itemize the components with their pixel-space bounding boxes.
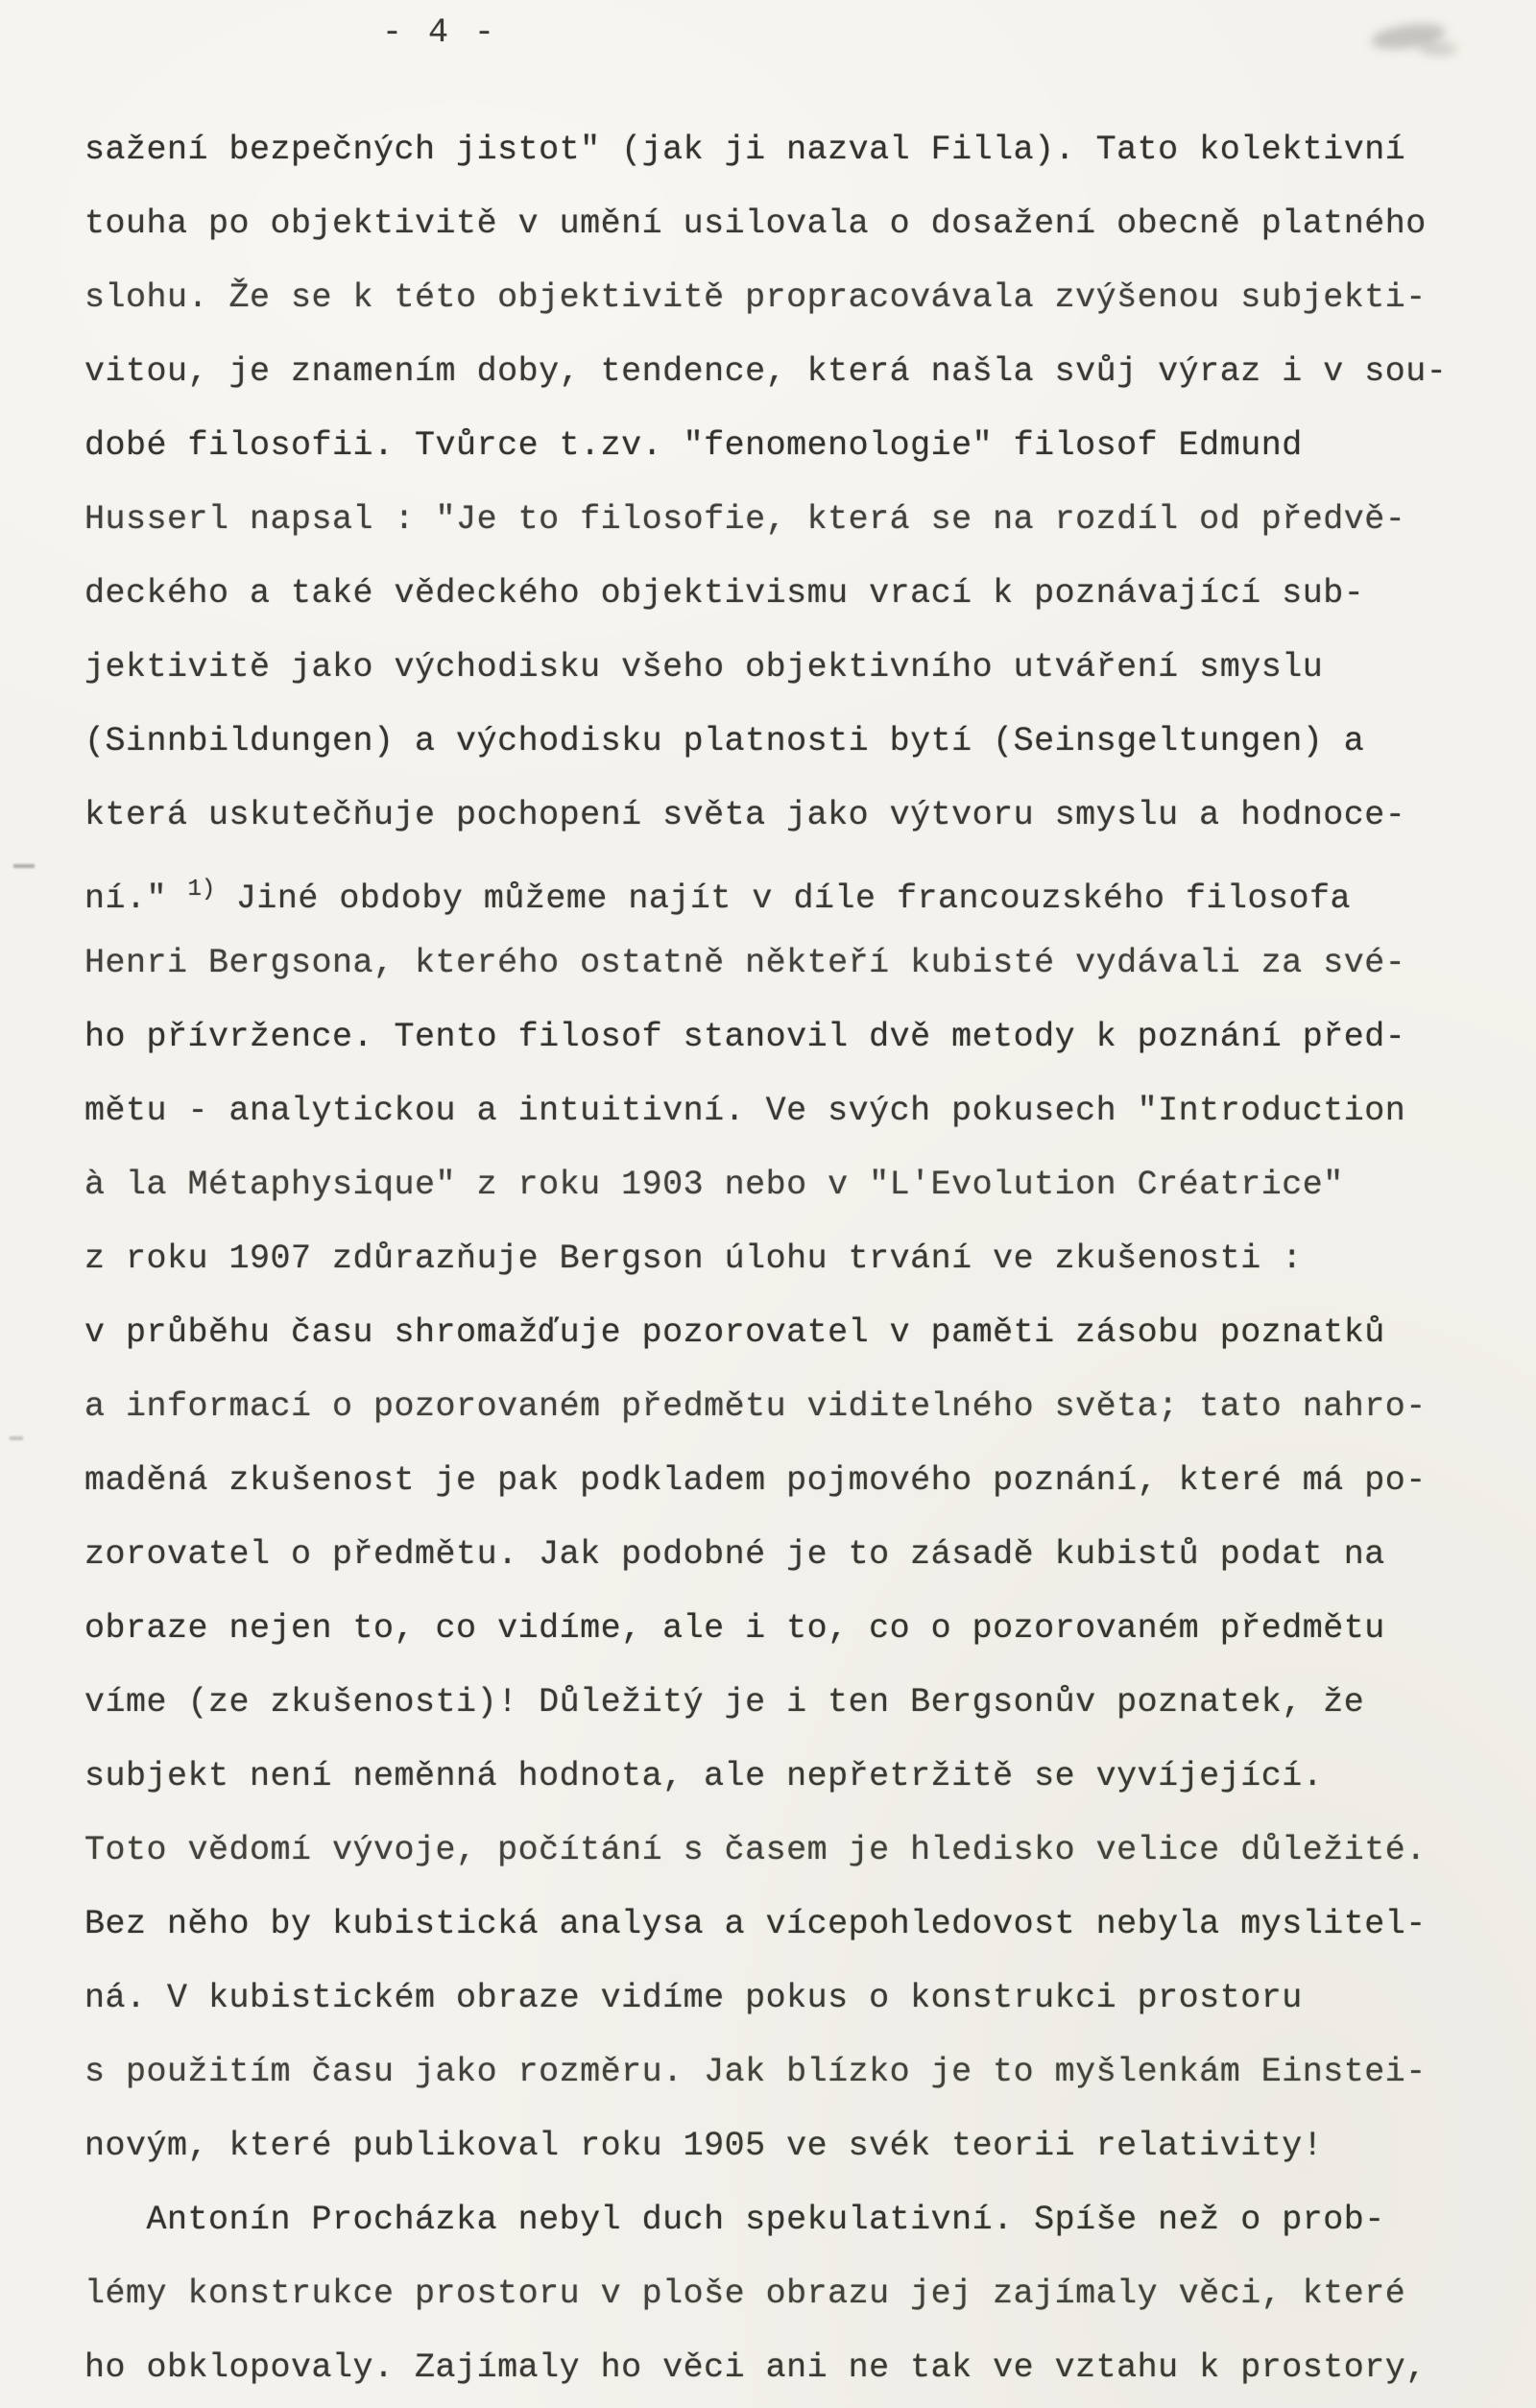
- scan-smudge: [1419, 42, 1457, 56]
- text-line: Henri Bergsona, kterého ostatně někteří kubisté vydávali za své-: [84, 944, 1406, 982]
- text-line: mětu - analytickou a intuitivní. Ve svých pokusech "Introduction: [84, 1092, 1406, 1130]
- text-line: z roku 1907 zdůrazňuje Bergson úlohu trvání ve zkušenosti :: [84, 1240, 1303, 1278]
- text-line: Husserl napsal : "Je to filosofie, která se na rozdíl od předvě-: [84, 500, 1406, 539]
- text-line: (Sinnbildungen) a východisku platnosti bytí (Seinsgeltungen) a: [84, 722, 1365, 760]
- text-line: subjekt není neměnná hodnota, ale nepřetržitě se vyvíjející.: [84, 1757, 1324, 1795]
- text-line: víme (ze zkušenosti)! Důležitý je i ten Bergsonův poznatek, že: [84, 1683, 1365, 1722]
- text-line-paragraph-indent: Antonín Procházka nebyl duch spekulativní. Spíše než o prob-: [84, 2201, 1385, 2239]
- page-number: - 4 -: [382, 13, 498, 52]
- text-line: jektivitě jako východisku všeho objektivního utváření smyslu: [84, 648, 1324, 686]
- text-line: zorovatel o předmětu. Jak podobné je to zásadě kubistů podat na: [84, 1535, 1385, 1574]
- text-line: novým, které publikoval roku 1905 ve svék teorii relativity!: [84, 2127, 1324, 2165]
- text-line: lémy konstrukce prostoru v ploše obrazu jej zajímaly věci, které: [84, 2275, 1406, 2313]
- text-line: vitou, je znamením doby, tendence, která našla svůj výraz i v sou-: [84, 352, 1448, 391]
- scan-margin-mark: [13, 864, 35, 868]
- text-line: deckého a také vědeckého objektivismu vrací k poznávající sub-: [84, 574, 1365, 613]
- text-line: à la Métaphysique" z roku 1903 nebo v "L'Evolution Créatrice": [84, 1166, 1344, 1204]
- text-line: s použitím času jako rozměru. Jak blízko je to myšlenkám Einstei-: [84, 2053, 1427, 2091]
- scan-margin-mark: [10, 1436, 23, 1440]
- quote-close-text: ní.": [84, 879, 188, 918]
- text-line: slohu. Že se k této objektivitě propracovávala zvýšenou subjekti-: [84, 278, 1427, 317]
- text-line: maděná zkušenost je pak podkladem pojmového poznání, které má po-: [84, 1461, 1427, 1500]
- text-line: ná. V kubistickém obraze vidíme pokus o konstrukci prostoru: [84, 1979, 1303, 2017]
- text-line: obraze nejen to, co vidíme, ale i to, co o pozorovaném předmětu: [84, 1609, 1385, 1648]
- text-line: Toto vědomí vývoje, počítání s časem je hledisko velice důležité.: [84, 1831, 1427, 1869]
- typewritten-text-block: [84, 113, 1507, 2405]
- text-line: která uskutečňuje pochopení světa jako výtvoru smyslu a hodnoce-: [84, 796, 1406, 834]
- text-after-footnote: Jiné obdoby můžeme najít v díle francouzského filosofa: [215, 879, 1352, 918]
- text-line: ho přívržence. Tento filosof stanovil dvě metody k poznání před-: [84, 1018, 1406, 1056]
- text-line: Bez něho by kubistická analysa a vícepohledovost nebyla myslitel-: [84, 1905, 1427, 1943]
- text-line: ho obklopovaly. Zajímaly ho věci ani ne tak ve vztahu k prostory,: [84, 2348, 1427, 2387]
- text-line: a informací o pozorovaném předmětu viditelného světa; tato nahro-: [84, 1387, 1427, 1426]
- text-line-with-footnote: [84, 853, 1507, 927]
- text-line: v průběhu času shromažďuje pozorovatel v paměti zásobu poznatků: [84, 1313, 1385, 1352]
- text-line: sažení bezpečných jistot" (jak ji nazval Filla). Tato kolektivní: [84, 131, 1406, 169]
- footnote-reference-1: 1): [187, 877, 216, 903]
- text-line: touha po objektivitě v umění usilovala o dosažení obecně platného: [84, 205, 1427, 243]
- text-line: dobé filosofii. Tvůrce t.zv. "fenomenologie" filosof Edmund: [84, 426, 1303, 465]
